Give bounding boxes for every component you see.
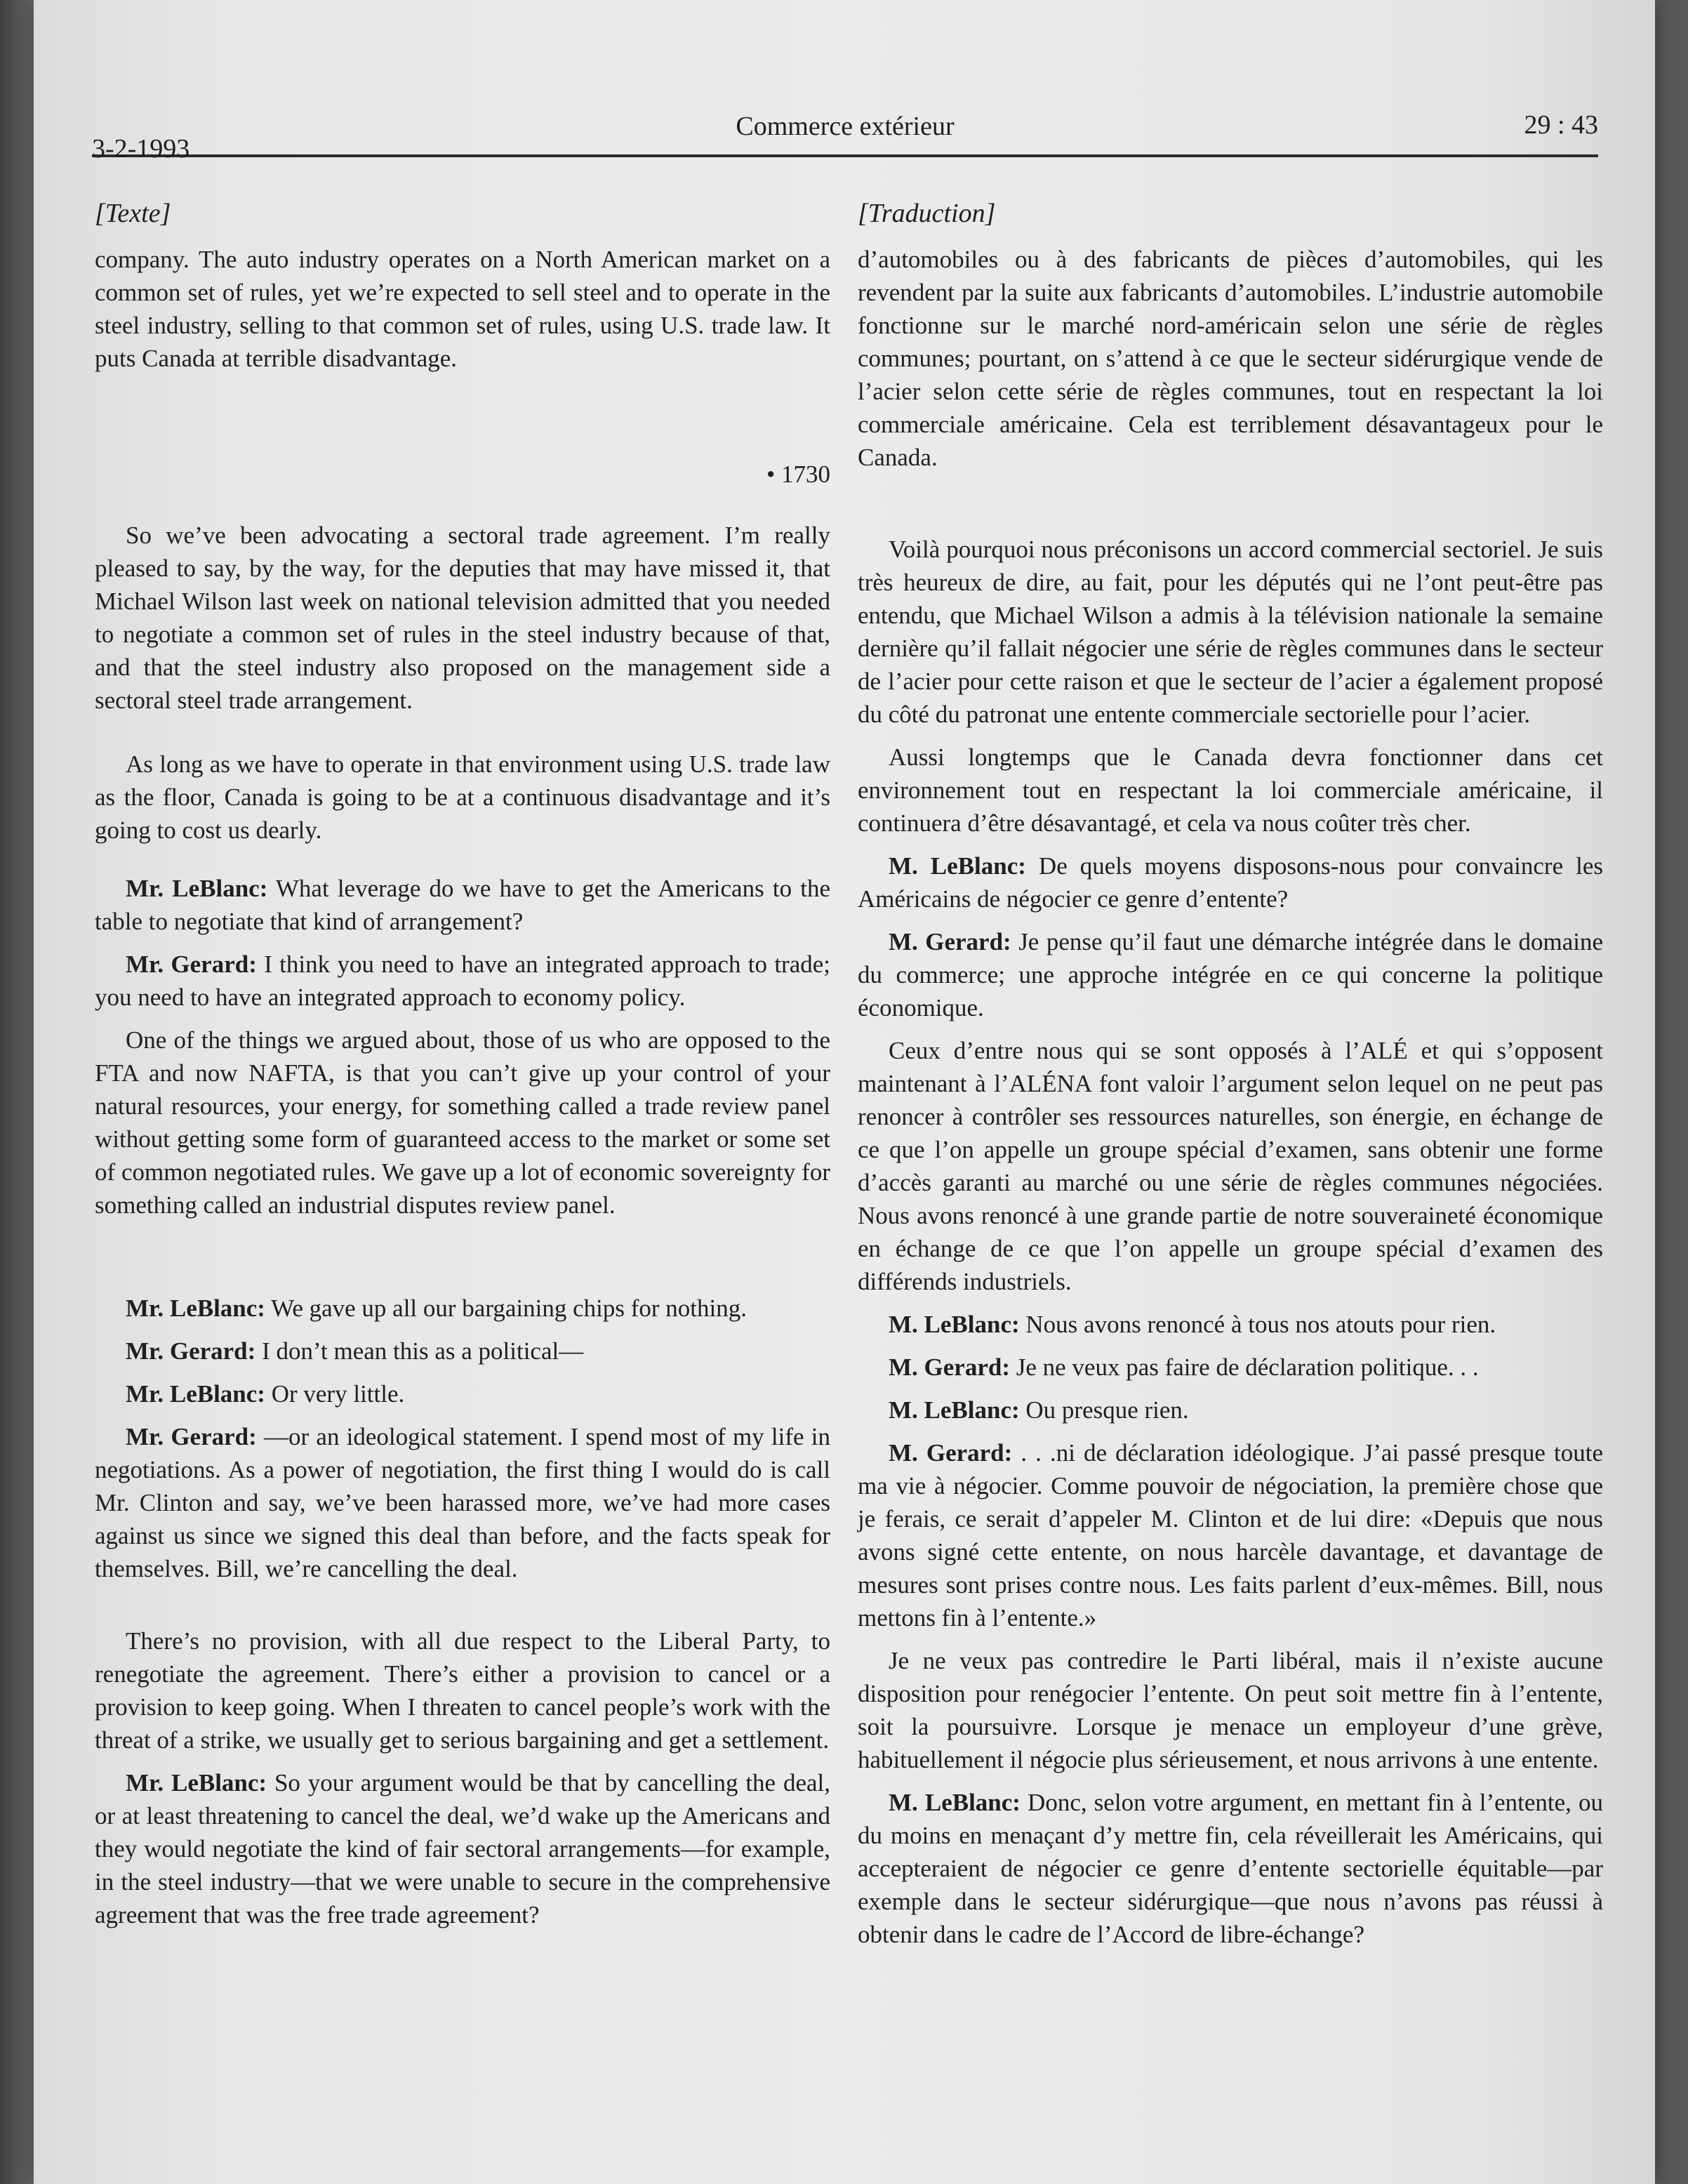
speech-text: Donc, selon votre argument, en mettant fin à l’entente, ou du moins en menaçant d’y mettre fin, cela réveillerait les Américains, qui accepteraient de négocier ce genre d’entente sectorielle équitable—par exemple dans le secteur sidérurgique—que nous n’avons pas réussi à obtenir dans le cadre de l’Accord de libre-échange? [858, 1789, 1603, 1948]
book-spine [0, 0, 34, 2184]
speech-text: Nous avons renoncé à tous nos atouts pour rien. [1019, 1311, 1496, 1338]
speech-leblanc [95, 872, 830, 938]
speech-text: Ou presque rien. [1019, 1396, 1189, 1424]
speech-text: Je ne veux pas faire de déclaration politique. . . [1009, 1354, 1479, 1381]
column-label-traduction: [Traduction] [858, 199, 996, 228]
paragraph: Je ne veux pas contredire le Parti libéral, mais il n’existe aucune disposition pour renégocier l’entente. On peut soit mettre fin à l’entente, soit la poursuivre. Lorsque je menace un employeur d’une grève, habituellement il négocie plus sérieusement, et nous arrivons à une entente. [858, 1647, 1603, 1773]
speech-text: I think you need to have an integrated approach to trade; you need to have an integrated approach to economy policy. [95, 951, 831, 1011]
paragraph: Ceux d’entre nous qui se sont opposés à l’ALÉ et qui s’opposent maintenant à l’ALÉNA font valoir l’argument selon lequel on ne peut pas renoncer à contrôler ses ressources naturelles, son énergie, en échange de ce que l’on appelle un groupe spécial d’examen, sans obtenir une forme d’accès garanti au marché ou une série de règles communes négociées. Nous avons renoncé à une grande partie de notre souveraineté économique en échange de ce que l’on appelle un groupe spécial d’examen des différends industriels. [858, 1037, 1603, 1295]
speech-leblanc [858, 849, 1603, 915]
speaker-name: Mr. LeBlanc: [126, 1295, 265, 1322]
speaker-name: Mr. LeBlanc: [126, 875, 268, 902]
speech-text: I don’t mean this as a political— [255, 1337, 584, 1365]
paragraph: Voilà pourquoi nous préconisons un accord commercial sectoriel. Je suis très heureux de dire, au fait, pour les députés qui ne l’ont peut-être pas entendu, que Michael Wilson a admis à la télévision nationale la semaine dernière qu’il fallait négocier une série de règles communes dans le secteur de l’acier pour cette raison et que le secteur de l’acier a également proposé du côté du patronat une entente commerciale sectorielle pour l’acier. [858, 536, 1603, 728]
speaker-name: Mr. Gerard: [126, 951, 257, 978]
speaker-name: Mr. Gerard: [126, 1337, 256, 1365]
speech-text: What leverage do we have to get the Americans to the table to negotiate that kind of arrangement? [95, 875, 830, 935]
header-page-number: 29 : 43 [1524, 110, 1598, 140]
speech-text: Or very little. [265, 1380, 405, 1408]
speech-leblanc [95, 1766, 830, 1931]
french-column [858, 198, 1603, 1951]
paragraph: One of the things we argued about, those of us who are opposed to the FTA and now NAFTA, is that you can’t give up your control of your natural resources, your energy, for something called a trade review panel without getting some form of guaranteed access to the market or some set of common negotiated rules. We gave up a lot of economic sovereignty for something called an industrial disputes review panel. [95, 1026, 830, 1219]
speaker-name: M. LeBlanc: [889, 1311, 1020, 1338]
column-label-texte: [Texte] [95, 199, 171, 228]
speaker-name: Mr. LeBlanc: [126, 1769, 267, 1796]
time-marker: • 1730 [766, 461, 830, 488]
speech-leblanc [858, 1786, 1603, 1951]
speaker-name: Mr. Gerard: [126, 1423, 257, 1450]
paragraph: d’automobiles ou à des fabricants de pièces d’automobiles, qui les revendent par la suite aux fabricants d’automobiles. L’industrie automobile fonctionne sur le marché nord-américain selon une série de règles communes; pourtant, on s’attend à ce que le secteur sidérurgique vende de l’acier selon cette série de règles communes, tout en respectant la loi commerciale américaine. Cela est terriblement désavantageux pour le Canada. [858, 246, 1603, 471]
speech-leblanc [95, 1292, 830, 1325]
speech-gerard [95, 1420, 830, 1585]
paragraph: company. The auto industry operates on a North American market on a common set of rules, yet we’re expected to sell steel and to operate in the steel industry, selling to that common set of rules, using U.S. trade law. It puts Canada at terrible disadvantage. [95, 246, 830, 372]
speech-gerard [95, 948, 830, 1014]
speech-text: So your argument would be that by cancelling the deal, or at least threatening to cancel the deal, we’d wake up the Americans and they would negotiate the kind of fair sectoral arrangements—for example, in the steel industry—that we were unable to secure in the comprehensive agreement that was the free trade agreement? [95, 1769, 830, 1928]
running-header [92, 105, 1598, 164]
speaker-name: M. LeBlanc: [889, 1789, 1021, 1816]
paragraph: As long as we have to operate in that environment using U.S. trade law as the floor, Canada is going to be at a continuous disadvantage and it’s going to cost us dearly. [95, 750, 830, 844]
paragraph: So we’ve been advocating a sectoral trade agreement. I’m really pleased to say, by the way, for the deputies that may have missed it, that Michael Wilson last week on national television admitted that you needed to negotiate a common set of rules in the steel industry because of that, and that the steel industry also proposed on the management side a sectoral steel trade arrangement. [95, 522, 830, 714]
speech-leblanc [858, 1308, 1603, 1341]
speaker-name: M. LeBlanc: [889, 1396, 1020, 1424]
speaker-name: M. LeBlanc: [889, 852, 1026, 880]
speech-leblanc [95, 1377, 830, 1410]
speech-text: Je pense qu’il faut une démarche intégrée dans le domaine du commerce; une approche intégrée en ce qui concerne la politique économique. [858, 928, 1604, 1021]
speech-gerard [858, 1436, 1603, 1634]
speech-text: We gave up all our bargaining chips for nothing. [265, 1295, 747, 1322]
paragraph: Aussi longtemps que le Canada devra fonctionner dans cet environnement tout en respectant la loi commerciale américaine, il continuera d’être désavantagé, et cela va nous coûter très cher. [858, 743, 1603, 837]
speech-text: . . .ni de déclaration idéologique. J’ai passé presque toute ma vie à négocier. Comme pouvoir de négociation, la première chose que je ferais, ce serait d’appeler M. Clinton et de lui dire: «Depuis que nous avons signé cette entente, on nous harcèle davantage, et davantage de mesures sont prises contre nous. Les faits parlent d’eux-mêmes. Bill, nous mettons fin à l’entente.» [858, 1439, 1604, 1632]
speech-text: —or an ideological statement. I spend most of my life in negotiations. As a power of negotiation, the first thing I would do is call Mr. Clinton and say, we’ve been harassed more, we’ve had more cases against us since we signed this deal than before, and the facts speak for themselves. Bill, we’re cancelling the deal. [95, 1423, 831, 1582]
speech-gerard [858, 925, 1603, 1024]
speech-text: De quels moyens disposons-nous pour convaincre les Américains de négocier ce genre d’entente? [858, 852, 1603, 913]
speaker-name: M. Gerard: [889, 928, 1011, 955]
speaker-name: Mr. LeBlanc: [126, 1380, 265, 1408]
english-column [95, 198, 830, 1931]
speech-gerard [858, 1351, 1603, 1384]
speech-leblanc [858, 1394, 1603, 1427]
header-date: 3-2-1993 [92, 134, 190, 164]
speaker-name: M. Gerard: [889, 1439, 1013, 1467]
paragraph: There’s no provision, with all due respect to the Liberal Party, to renegotiate the agreement. There’s either a provision to cancel or a provision to keep going. When I threaten to cancel people’s work with the threat of a strike, we usually get to serious bargaining and get a settlement. [95, 1627, 830, 1754]
speech-gerard [95, 1335, 830, 1368]
speaker-name: M. Gerard: [889, 1354, 1010, 1381]
header-title: Commerce extérieur [736, 112, 955, 141]
